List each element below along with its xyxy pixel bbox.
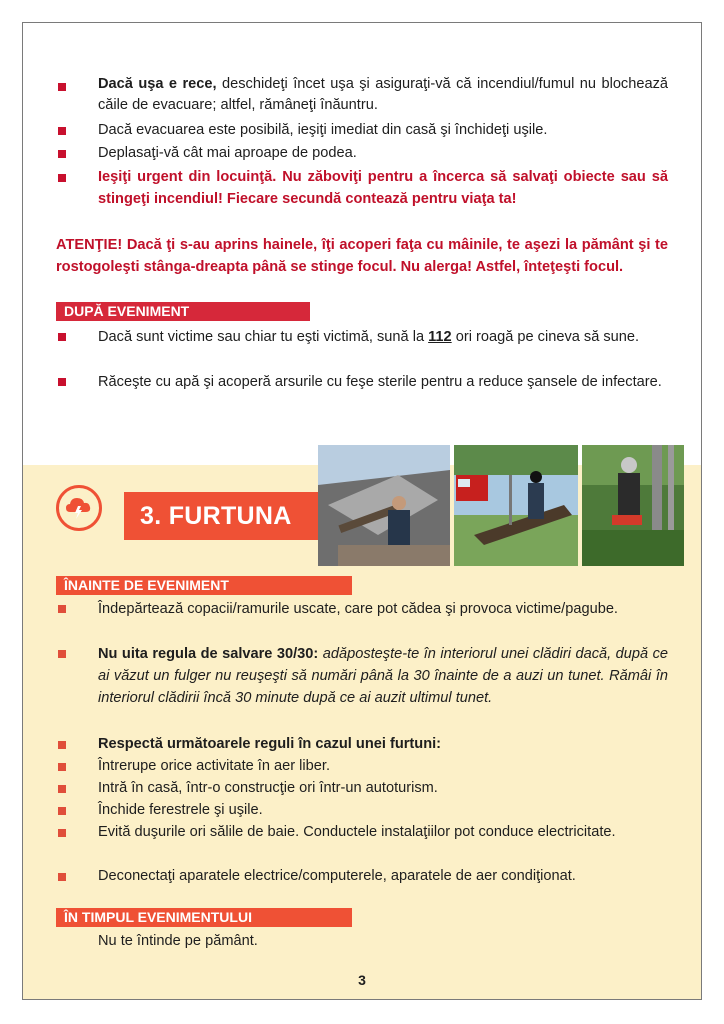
after-event-header: DUPĂ EVENIMENT [56, 302, 310, 321]
page-number: 3 [358, 972, 366, 988]
bullet-marker [58, 741, 66, 749]
photo-firefighter-chainsaw [582, 445, 684, 566]
emergency-number: 112 [428, 329, 452, 345]
bullet-marker [58, 829, 66, 837]
bullet-go-inside: Intră în casă, într-o construcţie ori într-un autoturism. [98, 780, 438, 796]
during-event-text: Nu te întinde pe pământ. [98, 933, 258, 949]
bullet-door-cold: Dacă uşa e rece, deschideţi încet uşa şi asiguraţi-vă că incendiul/fumul nu blochează căile de evacuare; altfel, rămâneţi înăuntru. [98, 76, 668, 113]
bullet-marker [58, 605, 66, 613]
bullet-call-112: Dacă sunt victime sau chiar tu eşti victimă, sună la 112 ori roagă pe cineva să sune. [98, 329, 640, 345]
bullet-avoid-showers: Evită duşurile ori sălile de baie. Conductele instalaţiilor pot conduce electricitate. [98, 824, 616, 840]
section-title: 3. FURTUNA [124, 492, 318, 540]
bullet-stop-activity: Întrerupe orice activitate în aer liber. [98, 758, 330, 774]
bullet-marker [58, 650, 66, 658]
bullet-exit-urgent: Ieşiţi urgent din locuinţă. Nu zăboviţi pentru a încerca să salvaţi obiecte sau să stingeţi incendiul! Fiecare secundă contează pentru viaţa ta! [98, 169, 668, 207]
bullet-marker [58, 378, 66, 386]
bullet-rule-30-30: Nu uita regula de salvare 30/30: adăposteşte-te în interiorul unei clădiri dacă, după ce ai văzut un fulger nu reuşeşti să numări până la 30 înainte de a auzi un tunet. Rămâi în interiorul clădirii încă 30 minute după ce ai auzit ultimul tunet. [98, 646, 668, 706]
bullet-marker [58, 150, 66, 158]
bullet-close-windows: Închide ferestrele şi uşile. [98, 802, 263, 818]
bullet-marker [58, 174, 66, 182]
bullet-marker [58, 807, 66, 815]
bullet-marker [58, 127, 66, 135]
bullet-marker [58, 873, 66, 881]
bullet-marker [58, 333, 66, 341]
bullet-marker [58, 763, 66, 771]
warning-text: ATENŢIE! Dacă ţi s-au aprins hainele, îţi acoperi faţa cu mâinile, te aşezi la pământ şi te rostogoleşti stânga-dreapta până se stinge focul. Nu alerga! Astfel, înteţeşti focul. [56, 237, 668, 275]
photo-firefighters-tree [454, 445, 578, 566]
bullet-unplug-devices: Deconectaţi aparatele electrice/computerele, aparatele de aer condiţionat. [98, 868, 576, 884]
bullet-burns: Răceşte cu apă şi acoperă arsurile cu feşe sterile pentru a reduce şansele de infectare. [98, 374, 662, 390]
bullet-evacuation: Dacă evacuarea este posibilă, ieşiţi imediat din casă şi închideţi uşile. [98, 122, 548, 138]
before-event-header: ÎNAINTE DE EVENIMENT [56, 576, 352, 595]
bullet-floor: Deplasaţi-vă cât mai aproape de podea. [98, 145, 357, 161]
bullet-marker [58, 785, 66, 793]
storm-cloud-icon [56, 485, 102, 531]
bullet-remove-trees: Îndepărtează copacii/ramurile uscate, care pot cădea şi provoca victime/pagube. [98, 601, 618, 617]
bullet-storm-rules: Respectă următoarele reguli în cazul unei furtuni: [98, 736, 442, 752]
during-event-header: ÎN TIMPUL EVENIMENTULUI [56, 908, 352, 927]
bullet-marker [58, 83, 66, 91]
photo-storm-damage-roof [318, 445, 450, 566]
